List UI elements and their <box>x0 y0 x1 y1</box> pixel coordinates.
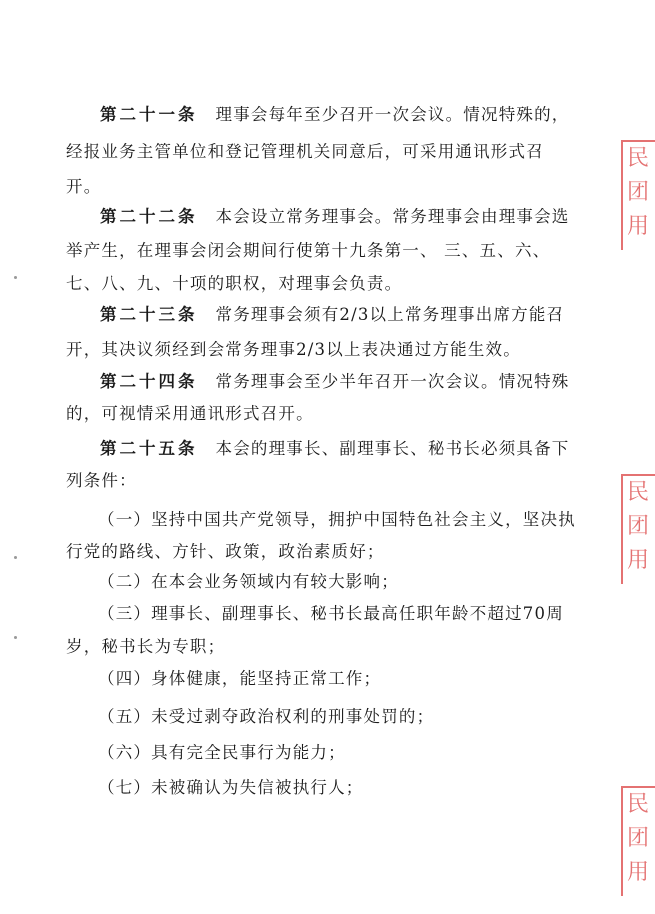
article-21-line-3: 开。 <box>66 177 102 196</box>
seal-fragment-middle <box>621 474 655 584</box>
article-24-text: 常务理事会至少半年召开一次会议。情况特殊 <box>215 372 570 391</box>
article-24-heading: 第二十四条 <box>100 372 198 391</box>
seal-char: 用 <box>627 214 650 239</box>
condition-3-line-2: 岁，秘书长为专职； <box>66 637 226 656</box>
seal-char: 用 <box>627 860 650 885</box>
condition-5: （五）未受过剥夺政治权利的刑事处罚的； <box>98 707 435 726</box>
article-22-line-1 <box>100 206 570 228</box>
article-24-line-2: 的，可视情采用通讯形式召开。 <box>66 404 314 423</box>
article-21-line-1 <box>100 104 570 126</box>
article-21-heading: 第二十一条 <box>100 105 198 124</box>
seal-fragment-bottom <box>621 786 655 896</box>
article-23-line-1 <box>100 304 564 326</box>
condition-6: （六）具有完全民事行为能力； <box>98 743 346 762</box>
condition-4: （四）身体健康，能坚持正常工作； <box>98 669 382 688</box>
article-21-line-2: 经报业务主管单位和登记管理机关同意后，可采用通讯形式召 <box>66 142 544 161</box>
article-22-line-2: 举产生，在理事会闭会期间行使第十九条第一、 三、五、六、 <box>66 241 551 260</box>
seal-char: 民 <box>627 792 650 817</box>
article-24-line-1 <box>100 371 570 393</box>
seal-char: 民 <box>627 146 650 171</box>
article-25-text: 本会的理事长、副理事长、秘书长必须具备下 <box>215 439 570 458</box>
article-21-text: 理事会每年至少召开一次会议。情况特殊的， <box>215 105 570 124</box>
seal-char: 民 <box>627 480 650 505</box>
condition-3-line-1: （三）理事长、副理事长、秘书长最高任职年龄不超过70周 <box>98 604 564 623</box>
seal-fragment-top <box>621 140 655 250</box>
article-25-line-1 <box>100 438 570 460</box>
scan-mark <box>14 636 17 639</box>
seal-char: 团 <box>627 514 650 539</box>
scan-mark <box>14 276 17 279</box>
scan-mark <box>14 556 17 559</box>
article-22-text: 本会设立常务理事会。常务理事会由理事会选 <box>215 207 570 226</box>
article-22-line-3: 七、八、九、十项的职权，对理事会负责。 <box>66 274 403 293</box>
article-22-heading: 第二十二条 <box>100 207 198 226</box>
article-23-text: 常务理事会须有2/3以上常务理事出席方能召 <box>215 305 565 324</box>
article-23-heading: 第二十三条 <box>100 305 198 324</box>
condition-2: （二）在本会业务领域内有较大影响； <box>98 572 399 591</box>
condition-1-line-1: （一）坚持中国共产党领导，拥护中国特色社会主义，坚决执 <box>98 510 576 529</box>
seal-char: 团 <box>627 826 650 851</box>
article-25-line-2: 列条件： <box>66 471 137 490</box>
condition-1-line-2: 行党的路线、方针、政策，政治素质好； <box>66 542 385 561</box>
seal-char: 用 <box>627 548 650 573</box>
article-25-heading: 第二十五条 <box>100 439 198 458</box>
article-23-line-2: 开，其决议须经到会常务理事2/3以上表决通过方能生效。 <box>66 340 521 359</box>
seal-char: 团 <box>627 180 650 205</box>
condition-7: （七）未被确认为失信被执行人； <box>98 778 364 797</box>
